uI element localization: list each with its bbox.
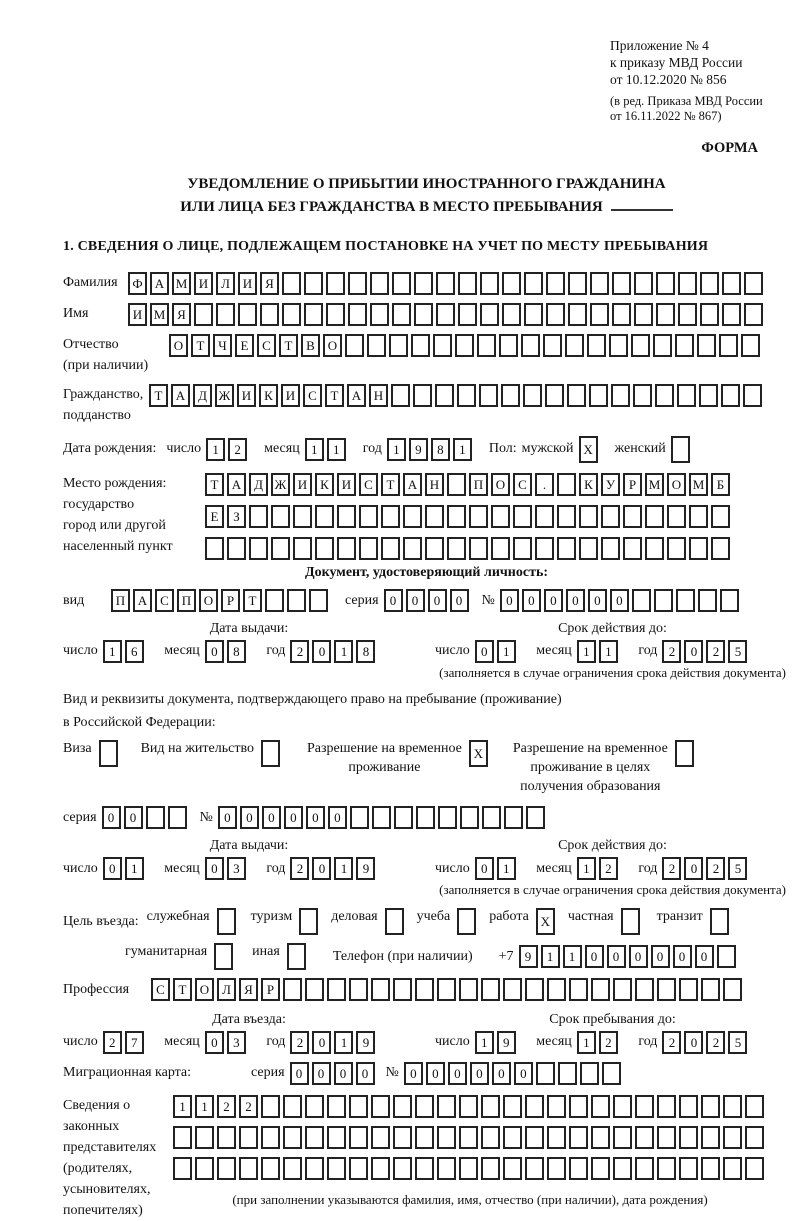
name-field[interactable]: И М Я: [128, 303, 766, 326]
residence-issue-year[interactable]: 2 0 1 9: [290, 857, 378, 880]
purpose-study-label: учеба: [416, 909, 451, 925]
appendix-line: к приказу МВД России: [610, 54, 743, 70]
residence-series-field[interactable]: 0 0: [102, 806, 190, 829]
page-title: УВЕДОМЛЕНИЕ О ПРИБЫТИИ ИНОСТРАННОГО ГРАЖДАНИНА ИЛИ ЛИЦА БЕЗ ГРАЖДАНСТВА В МЕСТО ПРЕБЫВАНИЯ: [63, 173, 790, 218]
purpose-official-checkbox[interactable]: [217, 908, 239, 935]
profession-label: Профессия: [63, 981, 130, 997]
purpose-other-label: иная: [252, 944, 280, 960]
purpose-business-label: деловая: [331, 909, 378, 925]
phone-label: Телефон (при наличии): [332, 948, 473, 964]
identity-issue-day[interactable]: 1 6: [103, 640, 147, 663]
section1-heading: 1. СВЕДЕНИЯ О ЛИЦЕ, ПОДЛЕЖАЩЕМ ПОСТАНОВКЕ НА УЧЕТ ПО МЕСТУ ПРЕБЫВАНИЯ: [63, 239, 709, 254]
year-label: год: [362, 441, 382, 457]
purpose-transit-checkbox[interactable]: [710, 908, 732, 935]
purpose-tourism-checkbox[interactable]: [299, 908, 321, 935]
residence-series-label: серия: [63, 810, 97, 826]
birth-place-row1[interactable]: Т А Д Ж И К И С Т А Н П О С . К У Р М О М Б: [205, 473, 733, 496]
day-label: число: [166, 441, 202, 457]
citizenship-label: Гражданство, подданство: [63, 386, 144, 423]
identity-doc-note: (заполняется в случае ограничения срока действия документа): [439, 664, 786, 680]
purpose-private-label: частная: [567, 909, 614, 925]
appendix-line: от 10.12.2020 № 856: [610, 71, 727, 87]
temp-permit-label: Разрешение на временное проживание: [306, 740, 462, 775]
purpose-humanitarian-checkbox[interactable]: [214, 943, 236, 970]
residence-permit-checkbox[interactable]: [261, 740, 283, 767]
migration-card-number-label: №: [385, 1065, 399, 1081]
entry-day[interactable]: 2 7: [103, 1031, 147, 1054]
sex-label: Пол:: [488, 441, 517, 457]
birth-place-label: Место рождения: государство город или другой населенный пункт: [63, 475, 173, 554]
residence-number-field[interactable]: 0 0 0 0 0 0: [218, 806, 548, 829]
stay-year[interactable]: 2 0 2 5: [662, 1031, 750, 1054]
identity-doc-series-field[interactable]: 0 0 0 0: [384, 589, 472, 612]
identity-doc-number-field[interactable]: 0 0 0 0 0 0: [500, 589, 742, 612]
entry-date-heading: Дата въезда:: [212, 1012, 286, 1028]
sex-male-label: мужской: [521, 441, 574, 457]
migration-card-series-field[interactable]: 0 0 0 0: [290, 1062, 378, 1085]
sex-female-checkbox[interactable]: [671, 436, 693, 463]
purpose-work-checkbox[interactable]: X: [536, 908, 558, 935]
identity-doc-series-label: серия: [345, 592, 379, 608]
representatives-row2[interactable]: [173, 1126, 767, 1149]
residence-doc-intro1: Вид и реквизиты документа, подтверждающего право на пребывание (проживание): [63, 691, 562, 707]
identity-issue-heading: Дата выдачи:: [209, 621, 289, 636]
title-blank-line: [611, 208, 673, 211]
purpose-tourism-label: туризм: [250, 909, 293, 925]
surname-field[interactable]: Ф А М И Л И Я: [128, 272, 766, 295]
identity-valid-year[interactable]: 2 0 2 5: [662, 640, 750, 663]
residence-doc-note: (заполняется в случае ограничения срока действия документа): [439, 881, 786, 897]
birth-place-row2[interactable]: Е З: [205, 505, 733, 528]
form-label: ФОРМА: [701, 139, 758, 156]
identity-doc-type-label: вид: [63, 592, 85, 608]
residence-valid-heading: Срок действия до:: [558, 838, 667, 854]
residence-issue-month[interactable]: 0 3: [205, 857, 249, 880]
stay-until-heading: Срок пребывания до:: [549, 1012, 676, 1028]
visa-label: Виза: [63, 740, 92, 756]
migration-card-number-field[interactable]: 0 0 0 0 0 0: [404, 1062, 624, 1085]
purpose-transit-label: транзит: [656, 909, 703, 925]
entry-month[interactable]: 0 3: [205, 1031, 249, 1054]
birth-place-row3[interactable]: [205, 537, 733, 560]
residence-issue-day[interactable]: 0 1: [103, 857, 147, 880]
appendix-header: [610, 38, 800, 125]
birth-month-field[interactable]: 1 1: [305, 438, 349, 461]
birth-day-field[interactable]: 1 2: [206, 438, 250, 461]
sex-female-label: женский: [614, 441, 666, 457]
stay-month[interactable]: 1 2: [577, 1031, 621, 1054]
edu-permit-checkbox[interactable]: [675, 740, 697, 767]
purpose-humanitarian-label: гуманитарная: [125, 944, 208, 960]
purpose-official-label: служебная: [146, 909, 210, 925]
purpose-other-checkbox[interactable]: [287, 943, 309, 970]
appendix-line: Приложение № 4: [610, 38, 709, 53]
visa-checkbox[interactable]: [99, 740, 121, 767]
citizenship-field[interactable]: Т А Д Ж И К И С Т А Н: [149, 384, 765, 407]
residence-permit-label: Вид на жительство: [140, 740, 254, 756]
purpose-work-label: работа: [489, 909, 529, 925]
sex-male-checkbox[interactable]: X: [579, 436, 601, 463]
phone-prefix: +7: [498, 948, 514, 964]
name-label: Имя: [63, 306, 89, 322]
appendix-edit-line: (в ред. Приказа МВД России от 16.11.2022 № 867): [610, 93, 763, 124]
residence-issue-heading: Дата выдачи:: [209, 838, 289, 854]
profession-field[interactable]: С Т О Л Я Р: [151, 978, 745, 1001]
identity-issue-year[interactable]: 2 0 1 8: [290, 640, 378, 663]
edu-permit-label: Разрешение на временное проживание в целях получения образования: [512, 740, 668, 794]
representatives-row1[interactable]: 1 1 2 2: [173, 1095, 767, 1118]
identity-doc-heading: Документ, удостоверяющий личность:: [304, 564, 549, 580]
migration-card-label: Миграционная карта:: [63, 1065, 192, 1081]
purpose-business-checkbox[interactable]: [385, 908, 407, 935]
temp-permit-checkbox[interactable]: X: [469, 740, 491, 767]
residence-number-label: №: [199, 810, 213, 826]
purpose-study-checkbox[interactable]: [457, 908, 479, 935]
identity-doc-number-label: №: [481, 592, 495, 608]
identity-valid-month[interactable]: 1 1: [577, 640, 621, 663]
identity-issue-month[interactable]: 0 8: [205, 640, 249, 663]
representatives-row3[interactable]: [173, 1157, 767, 1180]
migration-card-series-label: серия: [251, 1065, 285, 1081]
identity-valid-day[interactable]: 0 1: [475, 640, 519, 663]
residence-valid-day[interactable]: 0 1: [475, 857, 519, 880]
residence-valid-year[interactable]: 2 0 2 5: [662, 857, 750, 880]
birth-date-label: Дата рождения:: [63, 441, 157, 457]
month-label: месяц: [264, 441, 300, 457]
purpose-label: Цель въезда:: [63, 913, 139, 929]
patronymic-label: Отчество (при наличии): [63, 336, 149, 373]
patronymic-field[interactable]: О Т Ч Е С Т В О: [169, 334, 763, 357]
representatives-label: Сведения о законных представителях (родителях, усыновителях, попечителях): [63, 1097, 157, 1218]
representatives-note: (при заполнении указываются фамилия, имя, отчество (при наличии), дата рождения): [232, 1191, 708, 1207]
residence-doc-intro2: в Российской Федерации:: [63, 715, 216, 731]
entry-year[interactable]: 2 0 1 9: [290, 1031, 378, 1054]
purpose-private-checkbox[interactable]: [621, 908, 643, 935]
identity-valid-heading: Срок действия до:: [558, 621, 667, 636]
stay-day[interactable]: 1 9: [475, 1031, 519, 1054]
phone-field[interactable]: 9 1 1 0 0 0 0 0 0: [519, 945, 739, 968]
birth-year-field[interactable]: 1 9 8 1: [387, 438, 475, 461]
residence-valid-month[interactable]: 1 2: [577, 857, 621, 880]
identity-doc-type-field[interactable]: П А С П О Р Т: [111, 589, 331, 612]
surname-label: Фамилия: [63, 275, 118, 291]
